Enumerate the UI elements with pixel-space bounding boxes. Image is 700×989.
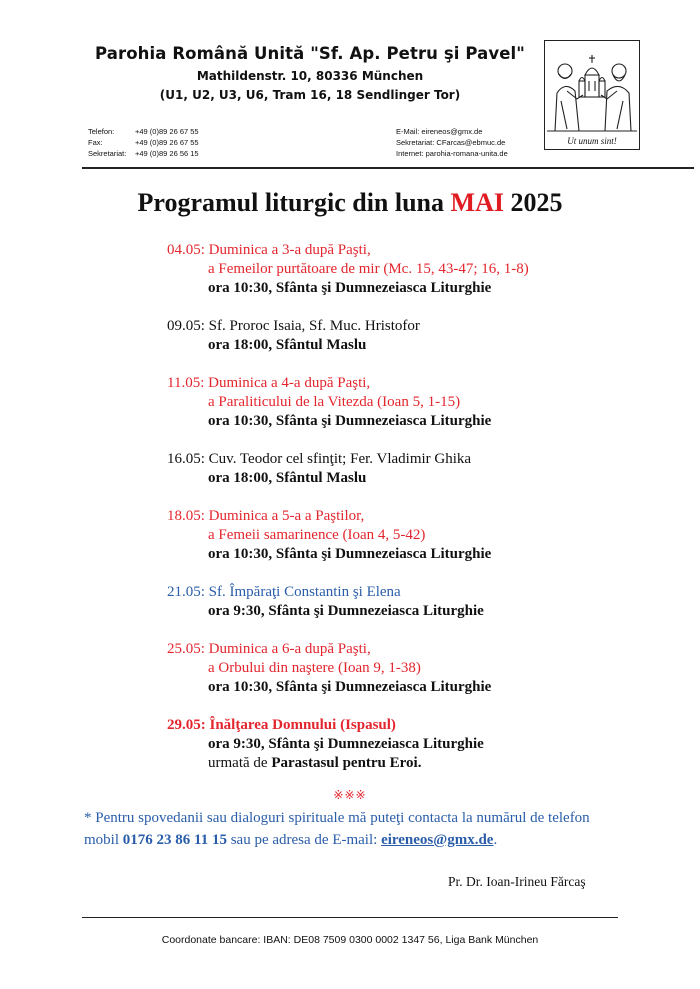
header-divider bbox=[82, 167, 694, 169]
event-service: ora 10:30, Sfânta şi Dumnezeiasca Liturghie bbox=[208, 280, 492, 296]
contact-secretary-email[interactable]: Sekretariat: CFarcas@ebmuc.de bbox=[396, 138, 506, 147]
event-entry bbox=[167, 241, 529, 298]
event-description: a Paraliticului de la Vitezda (Ioan 5, 1-15) bbox=[208, 394, 461, 410]
event-date-line: 29.05: Înălţarea Domnului (Ispasul) bbox=[167, 717, 396, 733]
logo-caption: Ut unum sint! bbox=[567, 136, 617, 146]
bank-details: Coordonate bancare: IBAN: DE08 7509 0300 0002 1347 56, Liga Bank München bbox=[161, 934, 539, 946]
event-service: ora 18:00, Sfântul Maslu bbox=[208, 470, 367, 486]
event-entry bbox=[167, 640, 529, 697]
parish-address: Mathildenstr. 10, 80336 München bbox=[196, 69, 424, 83]
contact-row bbox=[88, 148, 199, 159]
page-title bbox=[0, 188, 700, 218]
event-followup bbox=[167, 754, 529, 773]
apostles-illustration-icon bbox=[545, 41, 639, 133]
event-date-line: 04.05: Duminica a 3-a după Paşti, bbox=[167, 242, 371, 258]
event-entry bbox=[167, 507, 529, 564]
parish-name: Parohia Română Unită "Sf. Ap. Petru şi Pavel" bbox=[95, 44, 525, 63]
event-date-line: 25.05: Duminica a 6-a după Paşti, bbox=[167, 641, 371, 657]
event-service: ora 10:30, Sfânta şi Dumnezeiasca Liturghie bbox=[208, 546, 492, 562]
footer-divider bbox=[82, 917, 618, 918]
title-year: 2025 bbox=[510, 188, 563, 217]
confession-note bbox=[84, 807, 624, 851]
event-entry bbox=[167, 450, 529, 488]
contact-label: Telefon: bbox=[88, 127, 115, 136]
title-month: MAI bbox=[450, 188, 504, 217]
contact-row bbox=[88, 126, 199, 137]
event-description: a Orbului din naştere (Ioan 9, 1-38) bbox=[208, 660, 421, 676]
contact-email[interactable]: E-Mail: eireneos@gmx.de bbox=[396, 127, 483, 136]
event-service: ora 18:00, Sfântul Maslu bbox=[208, 337, 367, 353]
event-date-line: 16.05: Cuv. Teodor cel sfinţit; Fer. Vladimir Ghika bbox=[167, 451, 472, 467]
liturgical-schedule bbox=[167, 241, 529, 792]
event-service: ora 9:30, Sfânta şi Dumnezeiasca Liturghie bbox=[208, 736, 484, 752]
followup-prefix: urmată de bbox=[208, 755, 268, 771]
contact-value: +49 (0)89 26 67 55 bbox=[135, 127, 199, 136]
parish-transit: (U1, U2, U3, U6, Tram 16, 18 Sendlinger Tor) bbox=[159, 88, 461, 102]
contact-value: +49 (0)89 26 67 55 bbox=[135, 138, 199, 147]
event-description: a Femeii samarinence (Ioan 4, 5-42) bbox=[208, 527, 426, 543]
event-service: ora 10:30, Sfânta şi Dumnezeiasca Liturghie bbox=[208, 679, 492, 695]
contact-value: +49 (0)89 26 56 15 bbox=[135, 149, 199, 158]
followup-memorial: Parastasul pentru Eroi. bbox=[271, 755, 422, 771]
contact-label: Fax: bbox=[88, 138, 103, 147]
note-email-link[interactable]: eireneos@gmx.de bbox=[381, 832, 494, 848]
event-service: ora 10:30, Sfânta şi Dumnezeiasca Liturghie bbox=[208, 413, 492, 429]
apostles-logo bbox=[544, 40, 640, 150]
event-date-line: 21.05: Sf. Împăraţi Constantin şi Elena bbox=[167, 584, 401, 600]
event-entry-ascension bbox=[167, 716, 529, 773]
event-entry bbox=[167, 583, 529, 621]
contact-website[interactable]: Internet: parohia-romana-unita.de bbox=[396, 149, 508, 158]
contact-online bbox=[396, 126, 508, 159]
note-end: . bbox=[493, 832, 498, 848]
note-phone: 0176 23 86 11 15 bbox=[122, 832, 227, 848]
signature: Pr. Dr. Ioan-Irineu Fărcaş bbox=[448, 874, 586, 889]
event-entry bbox=[167, 317, 529, 355]
event-entry bbox=[167, 374, 529, 431]
event-date-line: 11.05: Duminica a 4-a după Paşti, bbox=[167, 375, 371, 391]
contact-phones bbox=[88, 126, 199, 159]
section-separator: ※※※ bbox=[333, 788, 367, 802]
note-text: * Pentru spovedanii sau dialoguri spirituale mă puteţi contacta la numărul de telefon mobil bbox=[84, 810, 590, 848]
contact-label: Sekretariat: bbox=[88, 149, 127, 158]
event-description: a Femeilor purtătoare de mir (Mc. 15, 43-47; 16, 1-8) bbox=[208, 261, 529, 277]
event-service: ora 9:30, Sfânta şi Dumnezeiasca Liturghie bbox=[208, 603, 484, 619]
event-date-line: 18.05: Duminica a 5-a a Paştilor, bbox=[167, 508, 365, 524]
event-date-line: 09.05: Sf. Proroc Isaia, Sf. Muc. Hristofor bbox=[167, 318, 420, 334]
note-text-email: sau pe adresa de E-mail: bbox=[230, 832, 378, 848]
title-prefix: Programul liturgic din luna bbox=[137, 188, 445, 217]
contact-row bbox=[88, 137, 199, 148]
